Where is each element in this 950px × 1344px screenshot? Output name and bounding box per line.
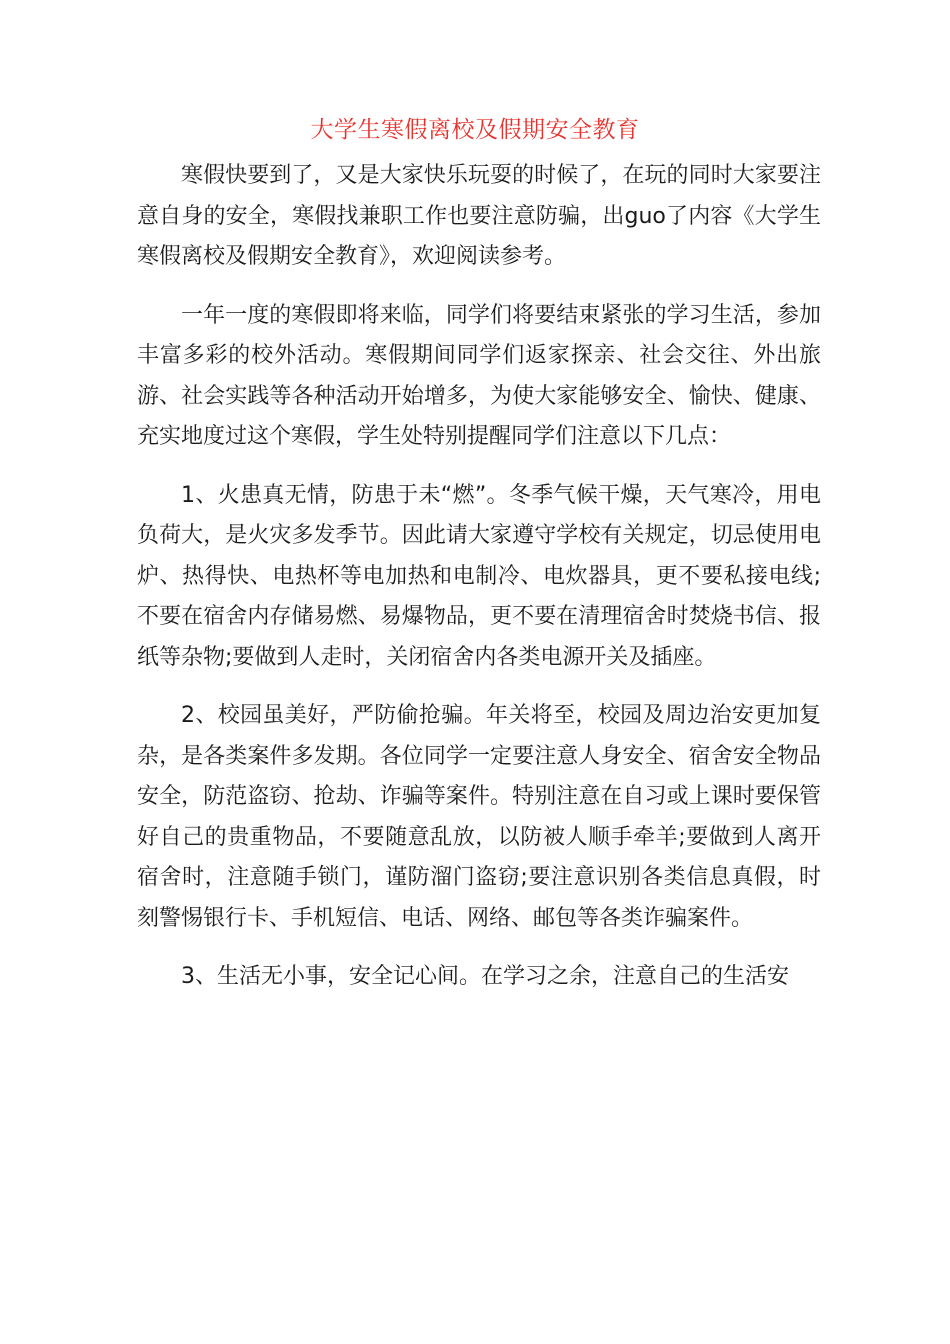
paragraph-intro: 寒假快要到了，又是大家快乐玩耍的时候了，在玩的同时大家要注意自身的安全，寒假找兼职工作也要注意防骗，出guo了内容《大学生寒假离校及假期安全教育》，欢迎阅读参考。: [137, 163, 821, 269]
paragraph-campus-security: 2、校园虽美好，严防偷抢骗。年关将至，校园及周边治安更加复杂，是各类案件多发期。各位同学一定要注意人身安全、宿舍安全物品安全，防范盗窃、抢劫、诈骗等案件。特别注意在自习或上课时要保管好自己的贵重物品，不要随意乱放，以防被人顺手牵羊;要做到人离开宿舍时，注意随手锁门，谨防溜门盗窃;要注意识别各类信息真假，时刻警惕银行卡、手机短信、电话、网络、邮包等各类诈骗案件。: [137, 703, 821, 931]
paragraph-fire-safety: 1、火患真无情，防患于未“燃”。冬季气候干燥，天气寒冷，用电负荷大，是火灾多发季节。因此请大家遵守学校有关规定，切忌使用电炉、热得快、电热杯等电加热和电制冷、电炊器具，更不要私接电线;不要在宿舍内存储易燃、易爆物品，更不要在清理宿舍时焚烧书信、报纸等杂物;要做到人走时，关闭宿舍内各类电源开关及插座。: [137, 482, 821, 670]
document-body: [137, 156, 821, 998]
paragraph-overview: 一年一度的寒假即将来临，同学们将要结束紧张的学习生活，参加丰富多彩的校外活动。寒假期间同学们返家探亲、社会交往、外出旅游、社会实践等各种活动开始增多，为使大家能够安全、愉快、健康、充实地度过这个寒假，学生处特别提醒同学们注意以下几点：: [137, 302, 821, 449]
document-title: 大学生寒假离校及假期安全教育: [310, 117, 640, 143]
paragraph-daily-life-safety: 3、生活无小事，安全记心间。在学习之余，注意自己的生活安: [181, 964, 789, 989]
